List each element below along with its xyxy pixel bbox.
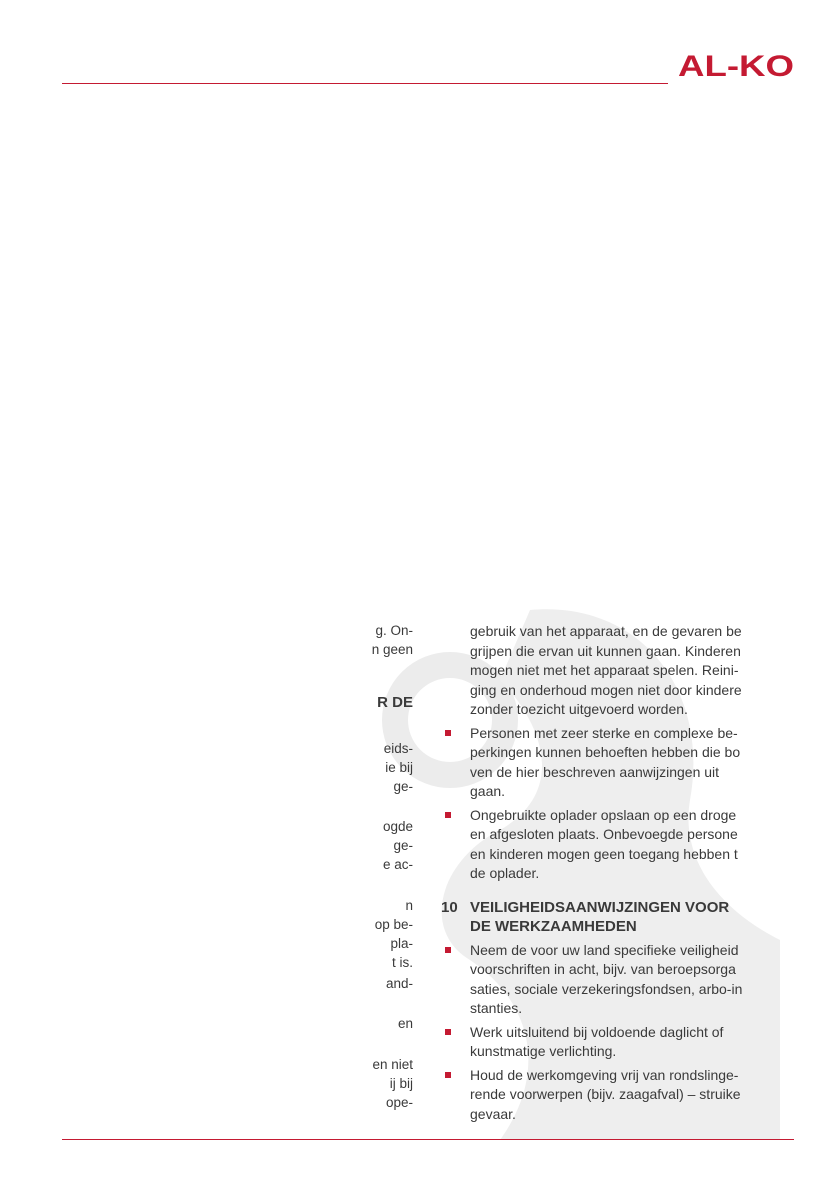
al-ko-logo [678,50,794,80]
left-fragment: n [405,898,413,913]
left-fragment: e ac- [382,857,413,872]
left-fragment: pla- [390,936,413,951]
left-fragment: ope- [385,1095,413,1110]
bullet-line: ven de hier beschreven aanwijzingen uit [470,763,720,780]
left-fragment: op be- [374,917,413,932]
left-fragment: en [397,1016,413,1031]
bullet-square-icon [445,1029,451,1035]
section-number: 10 [441,898,458,916]
section-title-line: DE WERKZAAMHEDEN [470,918,637,935]
bullet-square-icon [445,1072,451,1078]
section-title [470,898,786,937]
header-rule [62,83,668,84]
intro-paragraph [441,622,786,720]
bullet-line: gevaar. [470,1105,516,1122]
left-fragment: eids- [383,741,413,756]
left-fragment: ogde [382,819,413,834]
left-fragment: ij bij [389,1076,413,1091]
footer-rule [62,1139,794,1140]
bullet-item [441,806,786,884]
left-fragment: and- [385,976,413,991]
section-heading [441,898,786,937]
bullet-line: en kinderen mogen geen toegang hebben t [470,845,738,862]
intro-line: mogen niet met het apparaat spelen. Reini- [470,662,739,678]
bullet-square-icon [445,812,451,818]
section-title-line: VEILIGHEIDSAANWIJZINGEN VOOR [470,898,730,916]
left-fragment: g. On- [375,623,413,638]
bullet-list-b [441,941,786,1125]
bullet-line: rende voorwerpen (bijv. zaagafval) – struike [470,1086,741,1102]
left-fragment: ge- [393,779,413,794]
intro-line: zonder toezicht uitgevoerd worden. [470,701,688,717]
bullet-line: stanties. [470,1000,523,1016]
intro-line: ging en onderhoud mogen niet door kindere [470,681,742,698]
svg-text:AL-KO: AL-KO [678,50,794,80]
bullet-line: Neem de voor uw land specifieke veiligheid [470,941,739,958]
bullet-line: voorschriften in acht, bijv. van beroepsorga [470,961,736,977]
bullet-line: gaan. [470,783,506,799]
bullet-line: Werk uitsluitend bij voldoende daglicht of [470,1023,724,1040]
left-fragment: n geen [371,642,413,657]
intro-line: gebruik van het apparaat, en de gevaren be [470,623,742,639]
bullet-square-icon [445,730,451,736]
right-column [441,622,786,1124]
bullet-line: de oplader. [470,865,540,881]
left-fragment: ie bij [385,760,413,775]
bullet-line: perkingen kunnen behoeften hebben die bo [470,744,741,760]
bullet-list-a [441,724,786,884]
bullet-item [441,941,786,1019]
bullet-square-icon [445,947,451,953]
bullet-line: Houd de werkomgeving vrij van rondslinge- [470,1066,739,1083]
intro-line: grijpen die ervan uit kunnen gaan. Kinderen [470,642,741,659]
left-fragment: R DE [377,694,413,711]
left-fragment: t is. [391,955,413,970]
bullet-line: kunstmatige verlichting. [470,1043,617,1059]
bullet-line: en afgesloten plaats. Onbevoegde persone [470,826,738,842]
bullet-line: saties, sociale verzekeringsfondsen, arbo-in [470,980,743,997]
bullet-line: Ongebruikte oplader opslaan op een droge [470,806,737,823]
left-fragment: ge- [393,838,413,853]
left-fragment: en niet [372,1057,413,1072]
bullet-item [441,1023,786,1062]
bullet-item [441,724,786,802]
bullet-item [441,1066,786,1125]
bullet-line: Personen met zeer sterke en complexe be- [470,724,738,741]
